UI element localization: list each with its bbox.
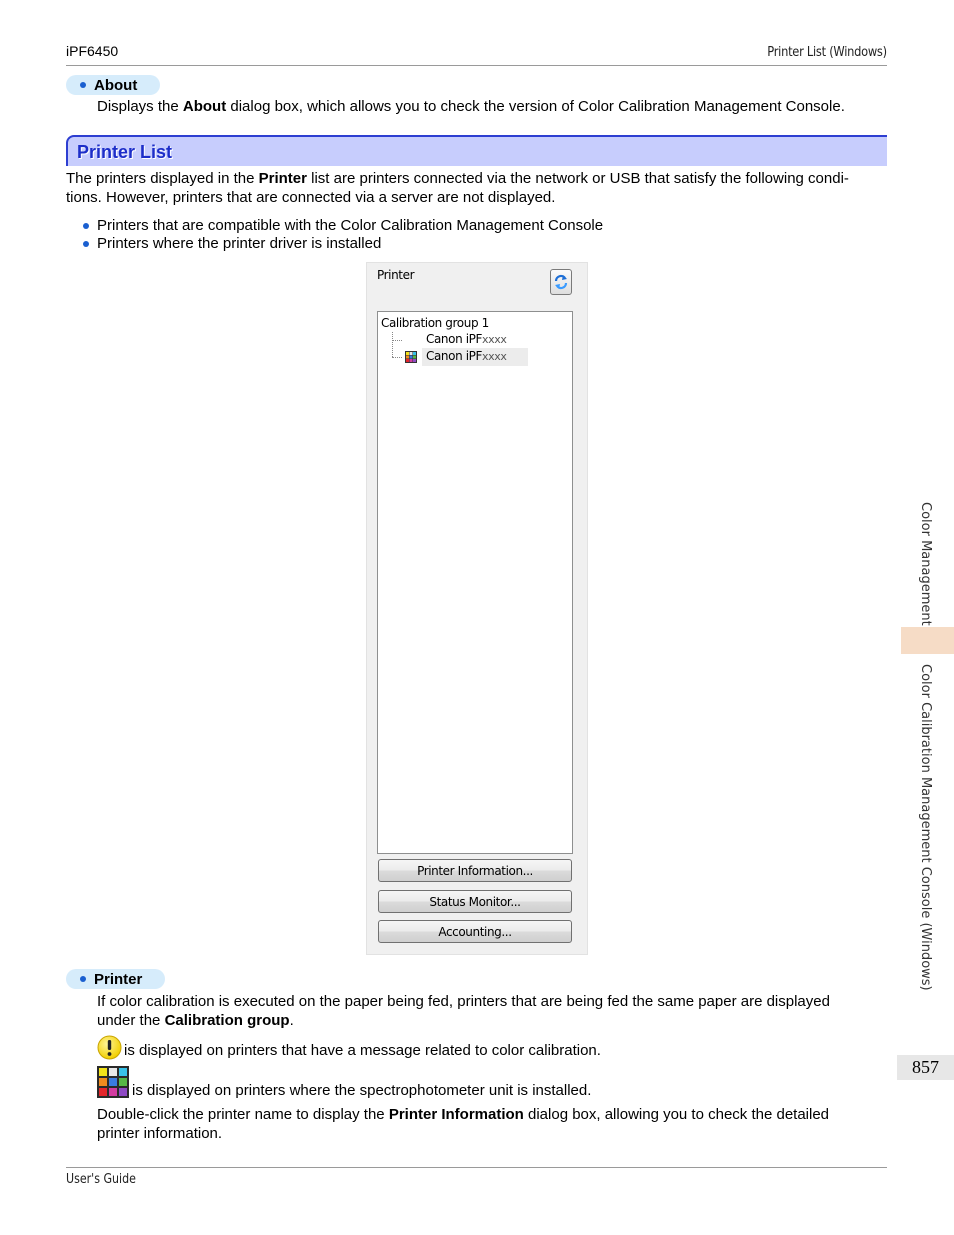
side-tab-marker xyxy=(901,627,954,654)
side-category: Color Management xyxy=(918,502,933,626)
warning-description: is displayed on printers that have a message related to color calibration. xyxy=(124,1042,601,1059)
tree-printer-item[interactable] xyxy=(426,332,506,346)
about-text-before: Displays the xyxy=(97,98,183,115)
tree-group[interactable]: Calibration group 1 xyxy=(381,316,489,330)
about-text-bold: About xyxy=(182,98,227,115)
about-text-after: dialog box, which allows you to check the version of Color Calibration Management Console. xyxy=(226,98,845,115)
status-monitor-button[interactable]: Status Monitor... xyxy=(378,890,572,913)
printer-desc-after: . xyxy=(289,1012,294,1029)
printer-description xyxy=(97,992,887,1030)
printer-name: Canon iPF xyxy=(426,332,482,346)
warning-icon xyxy=(97,1035,122,1060)
footer-divider xyxy=(66,1167,887,1168)
intro-after: list are printers connected via the network or USB that satisfy the following condi- xyxy=(306,170,849,187)
printer-information-button[interactable]: Printer Information... xyxy=(378,859,572,882)
spectrophotometer-icon xyxy=(405,350,417,362)
bullet-icon xyxy=(80,976,86,982)
dbl-after: dialog box, allowing you to check the detailed xyxy=(523,1106,830,1123)
header-model: iPF6450 xyxy=(66,43,119,59)
dbl-before: Double-click the printer name to display the xyxy=(97,1106,389,1123)
section-intro xyxy=(66,169,887,207)
printer-tree[interactable] xyxy=(377,311,573,854)
intro-line2: tions. However, printers that are connected via a server are not displayed. xyxy=(66,189,556,206)
about-description xyxy=(97,97,845,116)
tree-connector xyxy=(392,332,393,357)
accounting-button[interactable]: Accounting... xyxy=(378,920,572,943)
footer-guide: User's Guide xyxy=(66,1172,136,1187)
section-title-bar xyxy=(66,135,887,166)
spectrophotometer-icon xyxy=(97,1066,129,1098)
spectrophotometer-description: is displayed on printers where the spectrophotometer unit is installed. xyxy=(132,1082,592,1099)
dbl-bold: Printer Information xyxy=(388,1106,524,1123)
bullet-icon xyxy=(83,223,89,229)
printer-panel xyxy=(366,262,588,955)
printer-heading-label: Printer xyxy=(94,970,143,988)
bullet-icon xyxy=(80,82,86,88)
header-divider xyxy=(66,65,887,66)
refresh-button[interactable] xyxy=(550,269,572,295)
page-number: 857 xyxy=(897,1055,954,1080)
printer-heading xyxy=(66,969,165,989)
printer-suffix: xxxx xyxy=(481,333,507,346)
tree-connector xyxy=(392,357,402,358)
printer-desc-before: under the xyxy=(97,1012,165,1029)
printer-desc-line1: If color calibration is executed on the paper being fed, printers that are being fed the same paper are displayed xyxy=(97,993,830,1010)
tree-printer-item[interactable] xyxy=(426,349,506,363)
double-click-description xyxy=(97,1105,887,1143)
side-chapter: Color Calibration Management Console (Windows) xyxy=(918,664,933,991)
printer-desc-bold: Calibration group xyxy=(164,1012,290,1029)
bullet-icon xyxy=(83,241,89,247)
intro-before: The printers displayed in the xyxy=(66,170,259,187)
printer-panel-label: Printer xyxy=(377,268,415,282)
list-item xyxy=(97,235,381,253)
about-heading-label: About xyxy=(94,76,138,94)
about-heading xyxy=(66,75,160,95)
dbl-line2: printer information. xyxy=(97,1125,223,1142)
tree-connector xyxy=(392,340,402,341)
list-item-text: Printers that are compatible with the Color Calibration Management Console xyxy=(97,217,604,234)
printer-suffix: xxxx xyxy=(481,350,507,363)
refresh-icon xyxy=(553,273,569,291)
section-title: Printer List xyxy=(77,142,173,162)
list-item xyxy=(97,217,603,235)
intro-bold: Printer xyxy=(258,170,307,187)
list-item-text: Printers where the printer driver is installed xyxy=(97,235,382,252)
header-section: Printer List (Windows) xyxy=(767,45,887,60)
printer-name: Canon iPF xyxy=(426,349,482,363)
